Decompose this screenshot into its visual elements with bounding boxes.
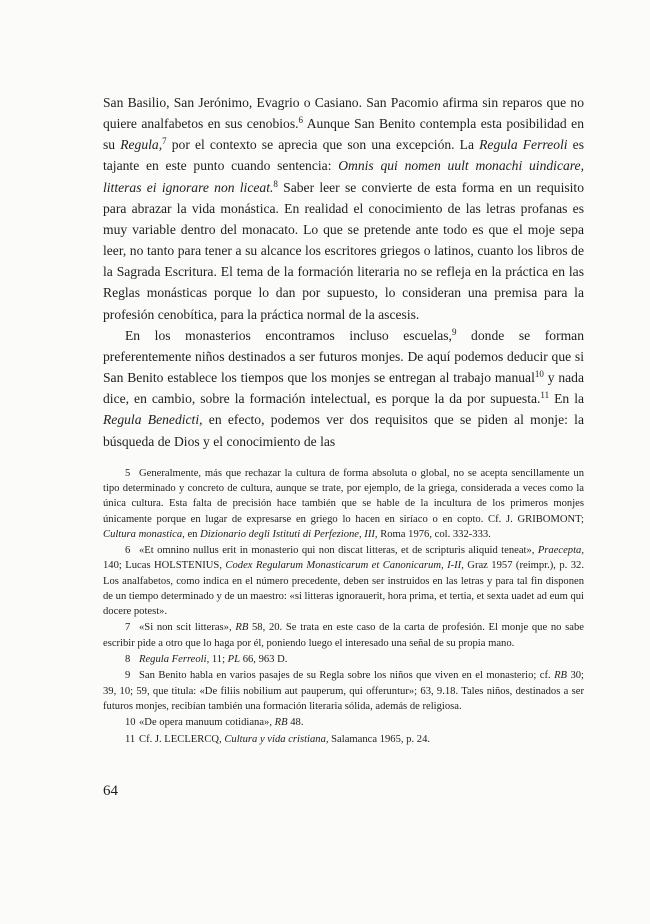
footnote-number: 10 xyxy=(125,717,136,729)
footnote-ref: 7 xyxy=(162,136,167,147)
footnote-number: 5 xyxy=(125,468,131,479)
footnote xyxy=(103,543,584,619)
text-run: 30; 39, 10; 59, que titula: «De filiis nobilium aut pauperum, qui offeruntur»; 63, 9.18. Tales niños, destinados a ser futuros monjes, recibían también una formación literaria sólida, además de religiosa. xyxy=(103,670,584,712)
footnote-number: 6 xyxy=(125,545,131,557)
footnote-number: 8 xyxy=(125,654,131,665)
page-number: 64 xyxy=(103,783,118,799)
italic-text: Regula Ferreoli, xyxy=(139,654,210,665)
text-run: en xyxy=(184,528,201,540)
text-run: En la xyxy=(549,391,584,407)
italic-text: Cultura y vida cristiana, xyxy=(224,733,329,745)
text-run: por el contexto se aprecia que son una excepción. La xyxy=(166,137,480,153)
text-run: Generalmente, más que rechazar la cultura de forma absoluta o global, no se acepta sencillamente un tipo determinado y concreto de cultura, aunque se trate, por ejemplo, de la griega, considerada a veces como la única cultura. Esta falta de precisión hace también que se hable de la incultura de los primeros monjes únicamente porque en lugar de expresarse en griego lo hacen en siríaco o en copto. Cf. J. GRIBOMONT; xyxy=(103,468,584,525)
footnotes xyxy=(103,466,584,748)
italic-text: RB xyxy=(274,717,288,729)
italic-text: RB xyxy=(235,622,249,634)
italic-text: Codex Regularum Monasticarum et Canonicarum, I-II, xyxy=(225,560,464,572)
text-run: Aunque San Benito contempla esta posibilidad en su xyxy=(103,116,584,153)
italic-text: Dizionario degli Istituti di Perfezione, III, xyxy=(200,528,378,540)
footnote xyxy=(103,732,584,747)
italic-text: RB xyxy=(554,670,568,682)
footnote-number: 7 xyxy=(125,622,131,634)
text-run: 58, 20. Se trata en este caso de la carta de profesión. El monje que no sabe escribir pide a otro que lo haga por él, poniendo luego el interesado una señal de su propia mano. xyxy=(103,622,584,649)
text-run: en efecto, podemos ver dos requisitos que se piden al monje: la búsqueda de Dios y el conocimiento de las xyxy=(103,412,584,449)
italic-text: Regula, xyxy=(120,137,163,153)
footnote xyxy=(103,652,584,667)
text-run: 11; xyxy=(209,654,228,665)
text-run: Roma 1976, col. 332-333. xyxy=(377,528,491,540)
text-run: «De opera manuum cotidiana», xyxy=(139,717,275,729)
footnote-ref: 11 xyxy=(540,390,550,401)
text-run: 48. xyxy=(287,717,304,729)
footnote xyxy=(103,715,584,730)
text-run: «Si non scit litteras», xyxy=(139,622,236,634)
italic-text: Praecepta, xyxy=(537,545,584,557)
text-run: San Basilio, San Jerónimo, Evagrio o Casiano. San Pacomio afirma sin reparos que no quiere analfabetos en sus cenobios. xyxy=(103,95,584,132)
text-run: Saber leer se convierte de esta forma en un requisito para abrazar la vida monástica. En realidad el conocimiento de las letras profanas es muy variable dentro del monacato. Lo que se pretende ante todo es que el moje sepa leer, no tanto para tener a su alcance los escritores griegos o latinos, cuanto los libros de la Sagrada Escritura. El tema de la formación literaria no se refleja en la práctica en las Reglas monásticas porque lo dan por supuesto, lo consideran una premisa para la profesión cenobítica, para la práctica normal de la ascesis. xyxy=(103,179,585,322)
footnote-ref: 8 xyxy=(273,178,278,189)
text-run: San Benito habla en varios pasajes de su Regla sobre los niños que viven en el monasterio; cf. xyxy=(139,670,555,682)
italic-text: Regula Ferreoli xyxy=(479,137,568,153)
footnote xyxy=(103,466,584,542)
text-run: 66, 963 D. xyxy=(240,654,288,665)
text-run: En los monasterios encontramos incluso escuelas, xyxy=(125,327,452,343)
text-run: Salamanca 1965, p. 24. xyxy=(328,733,431,745)
footnote-ref: 9 xyxy=(451,326,457,337)
paragraph xyxy=(103,325,584,452)
footnote-ref: 10 xyxy=(534,369,544,380)
text-run: Graz 1957 (reimpr.), p. 32. Los analfabetos, como indica en el número precedente, deben ser instruidos en las letras y para tal fin disponen de un tiempo determinado y de un maestro: «si litteras ignorauerit, hora prima, et tertia, et sexta uadet ad eum qui docere potest». xyxy=(103,560,584,618)
italic-text: PL xyxy=(227,654,241,665)
text-run: donde se forman preferentemente niños destinados a ser futuros monjes. De aquí podemos deducir que si San Benito establece los tiempos que los monjes se entregan al trabajo manual xyxy=(103,327,585,386)
italic-text: Regula Benedicti, xyxy=(103,412,203,428)
text-run: y nada dice, en cambio, sobre la formación intelectual, es porque la da por supuesta. xyxy=(103,370,584,407)
footnote xyxy=(103,620,584,650)
text-run: es tajante en este punto cuando sentencia: xyxy=(103,137,584,174)
main-text xyxy=(103,92,584,452)
footnote xyxy=(103,668,584,714)
text-run: Cf. J. LECLERCQ, xyxy=(139,733,225,745)
footnote-number: 11 xyxy=(125,733,136,745)
paragraph xyxy=(103,92,584,325)
text-run: 140; Lucas HOLSTENIUS, xyxy=(103,560,226,572)
footnote-number: 9 xyxy=(125,670,131,682)
italic-text: Cultura monastica, xyxy=(103,528,185,540)
text-run: «Et omnino nullus erit in monasterio qui non discat litteras, et de scripturis aliquid teneat», xyxy=(139,545,538,557)
footnote-ref: 6 xyxy=(298,115,304,126)
italic-text: Omnis qui nomen uult monachi uindicare, litteras ei ignorare non liceat. xyxy=(103,158,584,195)
